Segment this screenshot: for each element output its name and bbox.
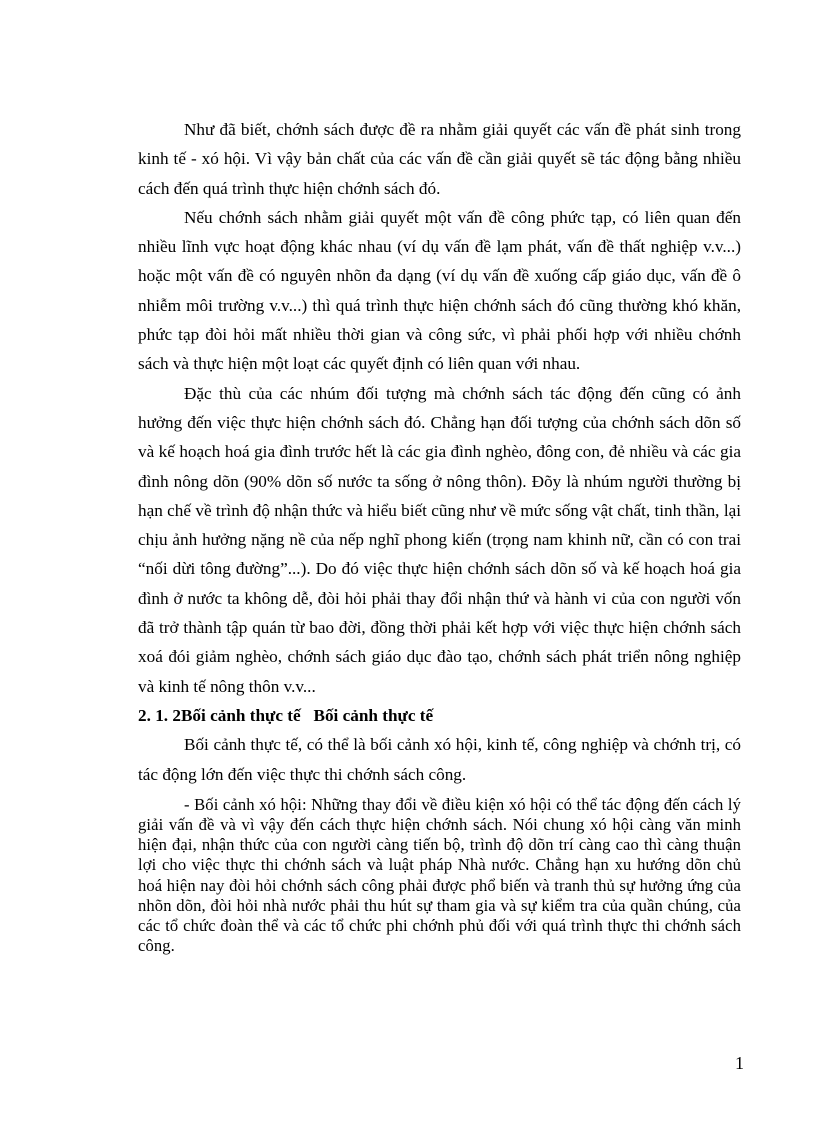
paragraph-2: Nếu chớnh sách nhằm giải quyết một vấn đề công phức tạp, có liên quan đến nhiều lĩnh vực hoạt động khác nhau (ví dụ vấn đề lạm phát, vấn đề thất nghiệp v.v...) hoặc một vấn đề có nguyên nhõn đa dạng (ví dụ vấn đề xuống cấp giáo dục, vấn đề ô nhiễm môi trường v.v...) thì quá trình thực hiện chớnh sách đó cũng thường khó khăn, phức tạp đòi hỏi mất nhiều thời gian và công sức, vì phải phối hợp với nhiều chớnh sách và thực hiện một loạt các quyết định có liên quan với nhau. xyxy=(138,207,741,374)
document-body xyxy=(138,115,741,956)
page-number: 1 xyxy=(735,1053,744,1073)
section-heading: 2. 1. 2Bối cảnh thực tế Bối cảnh thực tế xyxy=(138,705,434,725)
paragraph-3: Đặc thù của các nhúm đối tượng mà chớnh sách tác động đến cũng có ảnh hưởng đến việc thực hiện chớnh sách đó. Chẳng hạn đối tượng của chớnh sách dõn số và kế hoạch hoá gia đình trước hết là các gia đình nghèo, đông con, đẻ nhiều và các gia đình nông dõn (90% dõn số nước ta sống ở nông thôn). Đõy là nhúm người thường bị hạn chế về trình độ nhận thức và hiểu biết cũng như về mức sống vật chất, tinh thần, lại chịu ảnh hưởng nặng nề của nếp nghĩ phong kiến (trọng nam khinh nữ, cần có con trai “nối dừi tông đường”...). Do đó việc thực hiện chớnh sách dõn số và kế hoạch hoá gia đình ở nước ta không dễ, đòi hỏi phải thay đổi nhận thứ và hành vi của con người vốn đã trở thành tập quán từ bao đời, đồng thời phải kết hợp với việc thực hiện chớnh sách xoá đói giảm nghèo, chớnh sách giáo dục đào tạo, chớnh sách phát triển nông nghiệp và kinh tế nông thôn v.v... xyxy=(138,383,741,696)
bullet-paragraph: - Bối cảnh xó hội: Những thay đổi về điều kiện xó hội có thể tác động đến cách lý giải vấn đề và vì vậy đến cách thực hiện chớnh sách. Nói chung xó hội càng văn minh hiện đại, nhận thức của con người càng tiến bộ, trình độ dõn trí càng cao thì càng thuận lợi cho việc thực thi chớnh sách và luật pháp Nhà nước. Chẳng hạn xu hướng dõn chủ hoá hiện nay đòi hỏi chớnh sách công phải được phổ biến và tranh thủ sự hưởng ứng của nhõn dõn, đòi hỏi nhà nước phải thu hút sự tham gia và sự kiểm tra của quần chúng, của các tổ chức đoàn thể và các tổ chức phi chớnh phủ đối với quá trình thực thi chớnh sách công. xyxy=(138,794,741,956)
paragraph-1: Như đã biết, chớnh sách được đề ra nhằm giải quyết các vấn đề phát sinh trong kinh tế - xó hội. Vì vậy bản chất của các vấn đề cần giải quyết sẽ tác động bằng nhiều cách đến quá trình thực hiện chớnh sách đó. xyxy=(138,120,741,198)
section-intro: Bối cảnh thực tế, có thể là bối cảnh xó hội, kinh tế, công nghiệp và chớnh trị, có tác động lớn đến việc thực thi chớnh sách công. xyxy=(138,735,741,784)
